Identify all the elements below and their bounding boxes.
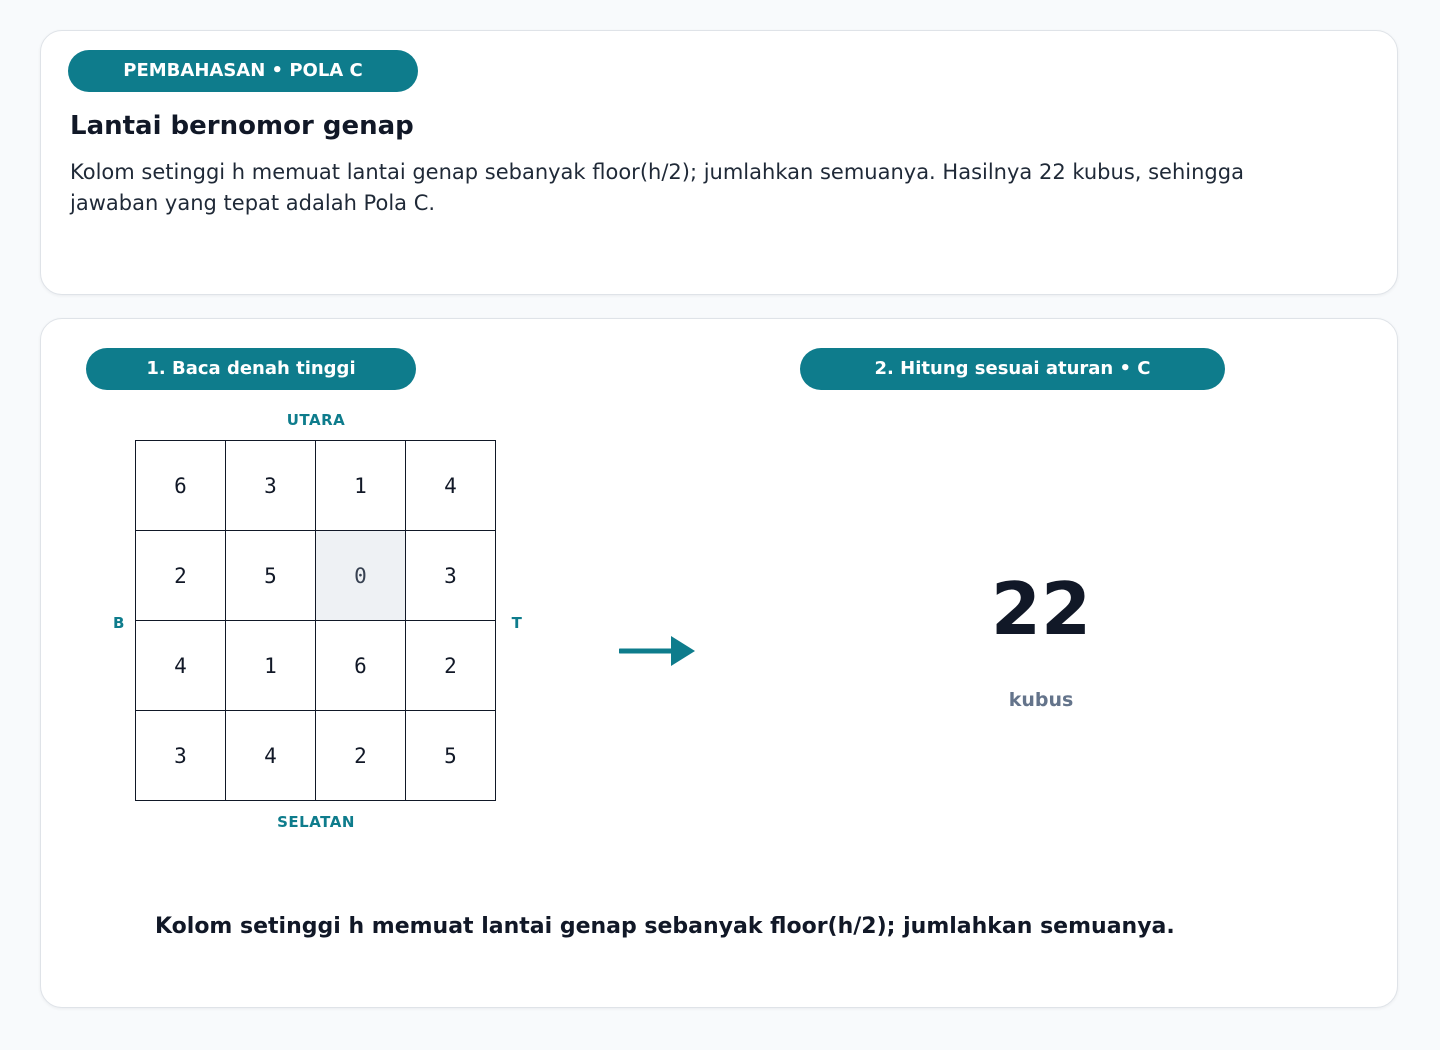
grid-cell: 5 (226, 531, 316, 621)
solution-title: Lantai bernomor genap (70, 111, 414, 141)
worked-example-card (40, 318, 1398, 1008)
grid-cell: 6 (136, 441, 226, 531)
explanation-card (40, 30, 1398, 295)
compass-north-label: UTARA (286, 411, 346, 429)
grid-cell: 0 (316, 531, 406, 621)
solution-explanation: Kolom setinggi h memuat lantai genap sebanyak floor(h/2); jumlahkan semuanya. Hasilnya 22 kubus, sehingga jawaban yang tepat adalah Pola C. (70, 160, 1244, 215)
grid-cell: 3 (406, 531, 496, 621)
arrow-right-icon (619, 633, 699, 673)
grid-cell: 2 (406, 621, 496, 711)
result-count: 22 (990, 567, 1092, 651)
grid-cell: 4 (136, 621, 226, 711)
compass-east-label: T (511, 614, 523, 632)
rule-summary: Kolom setinggi h memuat lantai genap sebanyak floor(h/2); jumlahkan semuanya. (155, 914, 1175, 939)
grid-cell: 5 (406, 711, 496, 801)
grid-cell: 1 (226, 621, 316, 711)
grid-cell: 4 (226, 711, 316, 801)
result-unit: kubus (1008, 689, 1074, 711)
grid-cell: 3 (226, 441, 316, 531)
grid-cell: 2 (136, 531, 226, 621)
grid-cell: 6 (316, 621, 406, 711)
height-map-grid (135, 440, 496, 801)
grid-cell: 4 (406, 441, 496, 531)
grid-cell: 2 (316, 711, 406, 801)
solution-badge: PEMBAHASAN • POLA C (68, 50, 418, 92)
step-1-label: 1. Baca denah tinggi (86, 348, 416, 390)
grid-cell: 1 (316, 441, 406, 531)
compass-south-label: SELATAN (277, 813, 355, 831)
compass-west-label: B (113, 614, 125, 632)
step-2-label: 2. Hitung sesuai aturan • C (800, 348, 1225, 390)
grid-cell: 3 (136, 711, 226, 801)
